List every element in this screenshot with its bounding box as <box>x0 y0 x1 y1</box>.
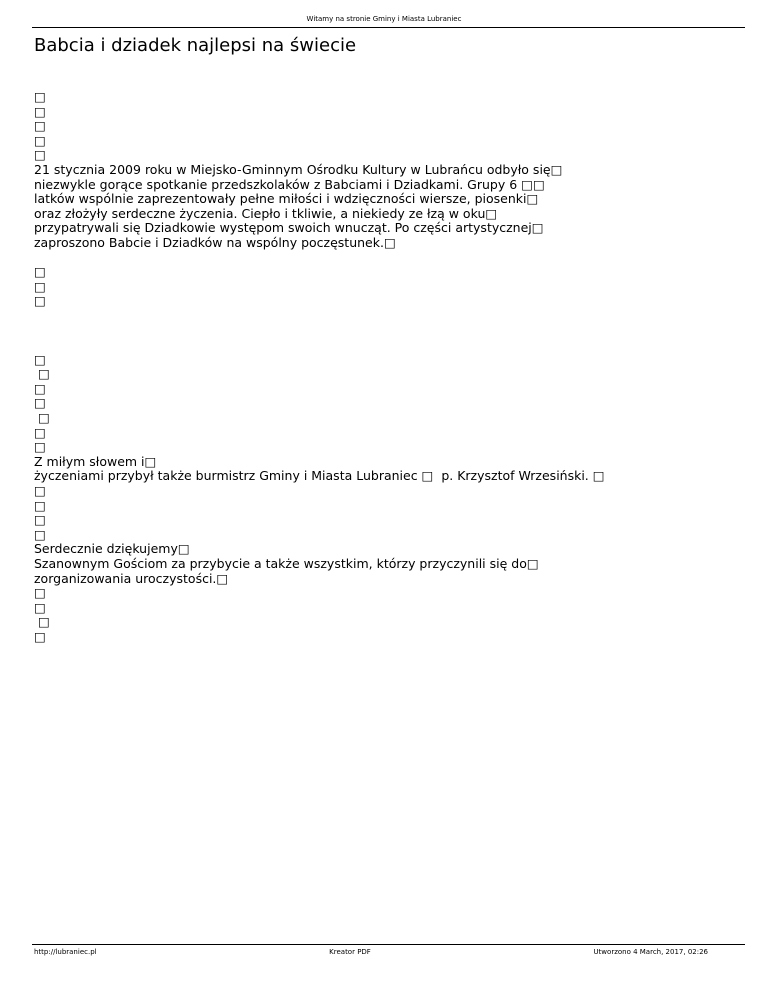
body-line: □ <box>34 293 46 309</box>
body-line: niezwykle gorące spotkanie przedszkolaków z Babciami i Dziadkami. Grupy 6 □□ <box>34 176 545 192</box>
body-line: □ <box>34 118 46 134</box>
body-line: zorganizowania uroczystości.□ <box>34 570 229 586</box>
body-line: □ <box>34 278 46 294</box>
body-line: □ <box>34 483 46 499</box>
body-line: Z miłym słowem i□ <box>34 453 157 469</box>
body-line: latków wspólnie zaprezentowały pełne miłości i wdzięczności wiersze, piosenki□ <box>34 191 539 207</box>
body-line: oraz złożyły serdeczne życzenia. Ciepło i tkliwie, a niekiedy ze łzą w oku□ <box>34 205 498 221</box>
footer-divider <box>32 944 745 945</box>
blank-line <box>34 309 744 324</box>
body-line: □ <box>34 395 46 411</box>
body-line: Szanownym Gościom za przybycie a także wszystkim, którzy przyczynili się do□ <box>34 556 539 571</box>
body-line: □ <box>34 614 50 630</box>
blank-line <box>34 251 744 266</box>
article-body <box>34 90 744 645</box>
body-line: □ <box>34 264 46 280</box>
body-line: zaproszono Babcie i Dziadków na wspólny poczęstunek.□ <box>34 234 396 250</box>
blank-line <box>34 324 744 339</box>
body-line: Serdecznie dziękujemy□ <box>34 541 190 557</box>
body-line: □ <box>34 512 46 528</box>
body-line: □ <box>34 103 46 119</box>
body-line: □ <box>34 599 46 615</box>
body-line: □ <box>34 439 46 455</box>
footer-generator: Kreator PDF <box>329 948 371 956</box>
site-header-title: Witamy na stronie Gminy i Miasta Lubraniec <box>306 15 462 23</box>
body-line: □ <box>34 366 50 382</box>
article-title: Babcia i dziadek najlepsi na świecie <box>34 35 357 56</box>
body-line: 21 stycznia 2009 roku w Miejsko-Gminnym Ośrodku Kultury w Lubrańcu odbyło się□ <box>34 161 563 177</box>
body-line: □ <box>34 628 46 644</box>
blank-line <box>34 338 744 353</box>
body-line: □ <box>34 497 46 513</box>
body-line: □ <box>34 585 46 601</box>
body-line: □ <box>34 424 46 440</box>
body-line: □ <box>34 132 46 148</box>
body-line: przypatrywali się Dziadkowie występom swoich wnucząt. Po części artystycznej□ <box>34 220 544 236</box>
body-line: □ <box>34 89 46 104</box>
body-line: życzeniami przybył także burmistrz Gminy i Miasta Lubraniec □ p. Krzysztof Wrzesiński. □ <box>34 468 605 484</box>
footer-url: http://lubraniec.pl <box>34 948 97 956</box>
header-divider <box>32 27 745 28</box>
body-line: □ <box>34 380 46 396</box>
body-line: □ <box>34 351 46 367</box>
body-line: □ <box>34 147 46 163</box>
body-line: □ <box>34 526 46 542</box>
footer-created-date: Utworzono 4 March, 2017, 02:26 <box>593 948 708 956</box>
body-line: □ <box>34 410 50 426</box>
